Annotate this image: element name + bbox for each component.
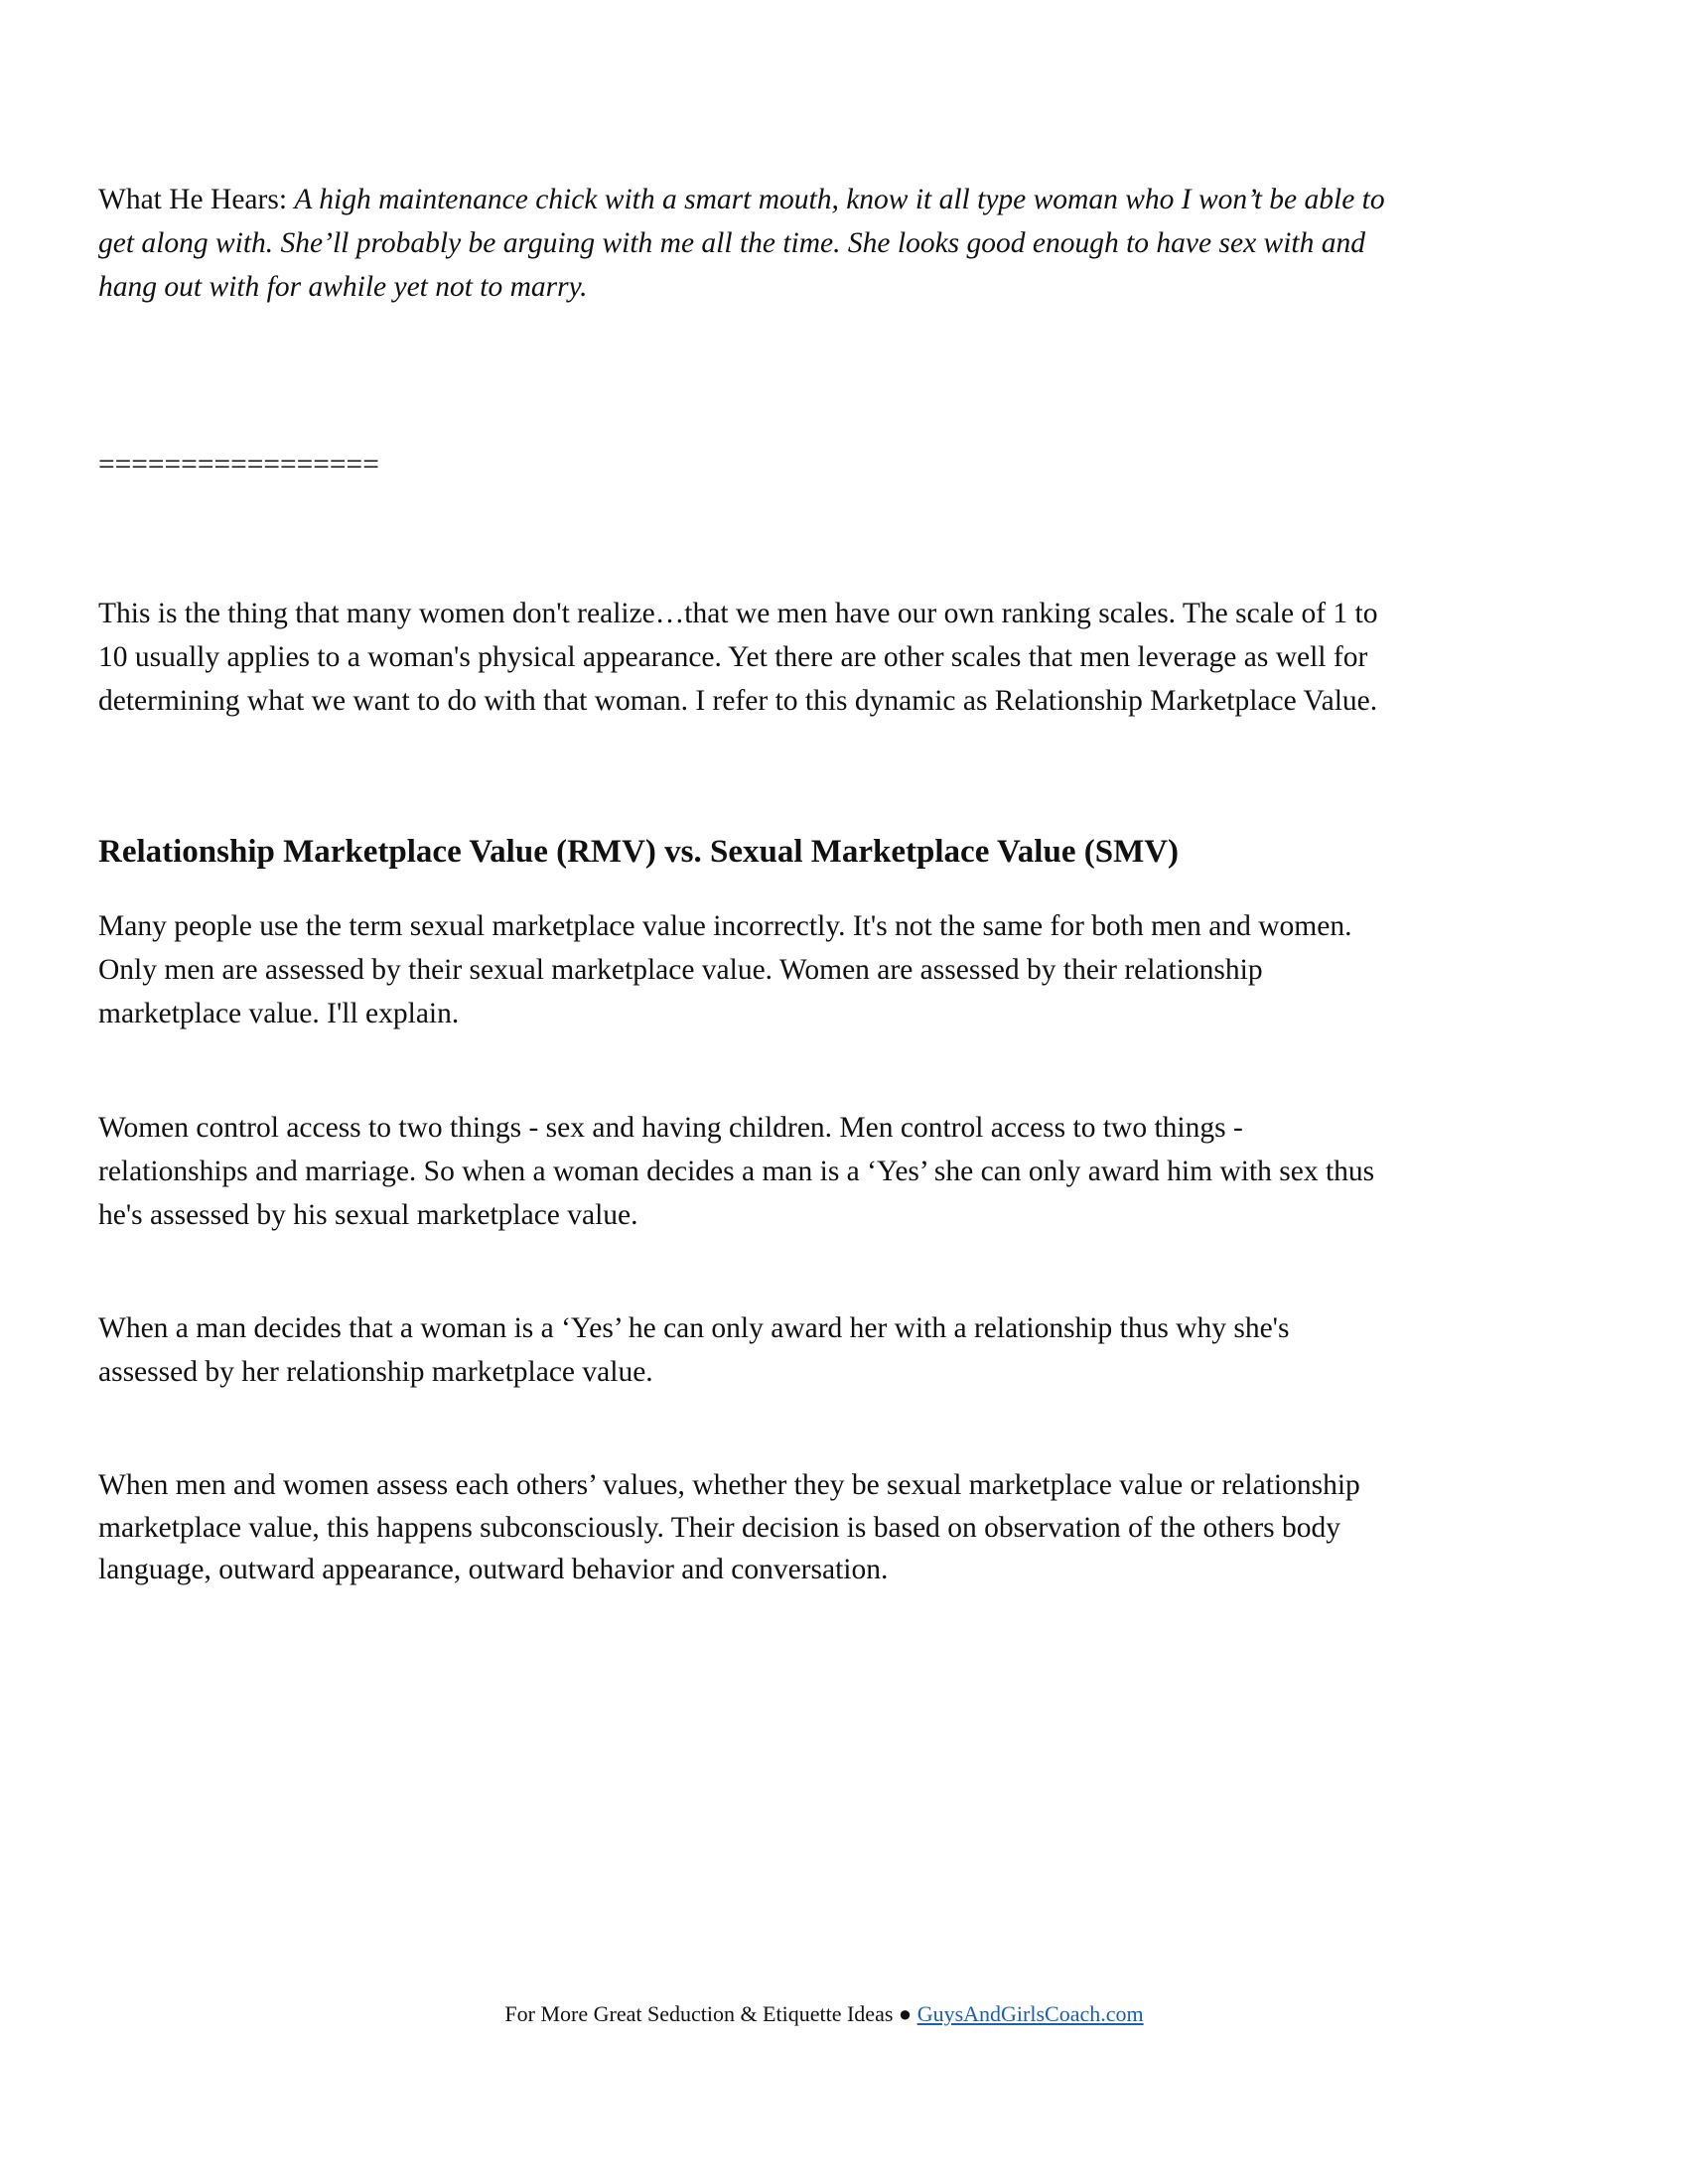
paragraph-1: Many people use the term sexual marketplace value incorrectly. It's not the same for both men and women. Only men are assessed by their sexual marketplace value. Women are assessed by their relationship marketplace value. I'll explain. xyxy=(98,910,1352,1029)
footer-text: For More Great Seduction & Etiquette Ideas ● xyxy=(504,2001,917,2026)
separator: ================= xyxy=(98,449,379,480)
what-he-hears-label: What He Hears: xyxy=(98,184,295,215)
section-heading: Relationship Marketplace Value (RMV) vs. Sexual Marketplace Value (SMV) xyxy=(98,834,1180,870)
what-he-hears-paragraph: What He Hears: A high maintenance chick with a smart mouth, know it all type woman who I won’t be able to get along with. She’ll probably be arguing with me all the time. She looks good enough to have sex with and hang out with for awhile yet not to marry. xyxy=(98,184,1385,303)
page-footer xyxy=(0,1997,1648,2031)
paragraph-3: When a man decides that a woman is a ‘Yes’ he can only award her with a relationship thus why she's assessed by her relationship marketplace value. xyxy=(98,1312,1290,1388)
paragraph-4: When men and women assess each others’ values, whether they be sexual marketplace value or relationship marketplace value, this happens subconsciously. Their decision is based on observation of the others body language, outward appearance, outward behavior and conversation. xyxy=(98,1469,1360,1585)
intro-paragraph: This is the thing that many women don't realize…that we men have our own ranking scales. The scale of 1 to 10 usually applies to a woman's physical appearance. Yet there are other scales that men leverage as well for determining what we want to do with that woman. I refer to this dynamic as Relationship Marketplace Value. xyxy=(98,598,1378,717)
paragraph-2: Women control access to two things - sex and having children. Men control access to two things - relationships and marriage. So when a woman decides a man is a ‘Yes’ she can only award him with sex thus he's assessed by his sexual marketplace value. xyxy=(98,1112,1375,1231)
footer-website-link[interactable]: GuysAndGirlsCoach.com xyxy=(916,2001,1144,2026)
